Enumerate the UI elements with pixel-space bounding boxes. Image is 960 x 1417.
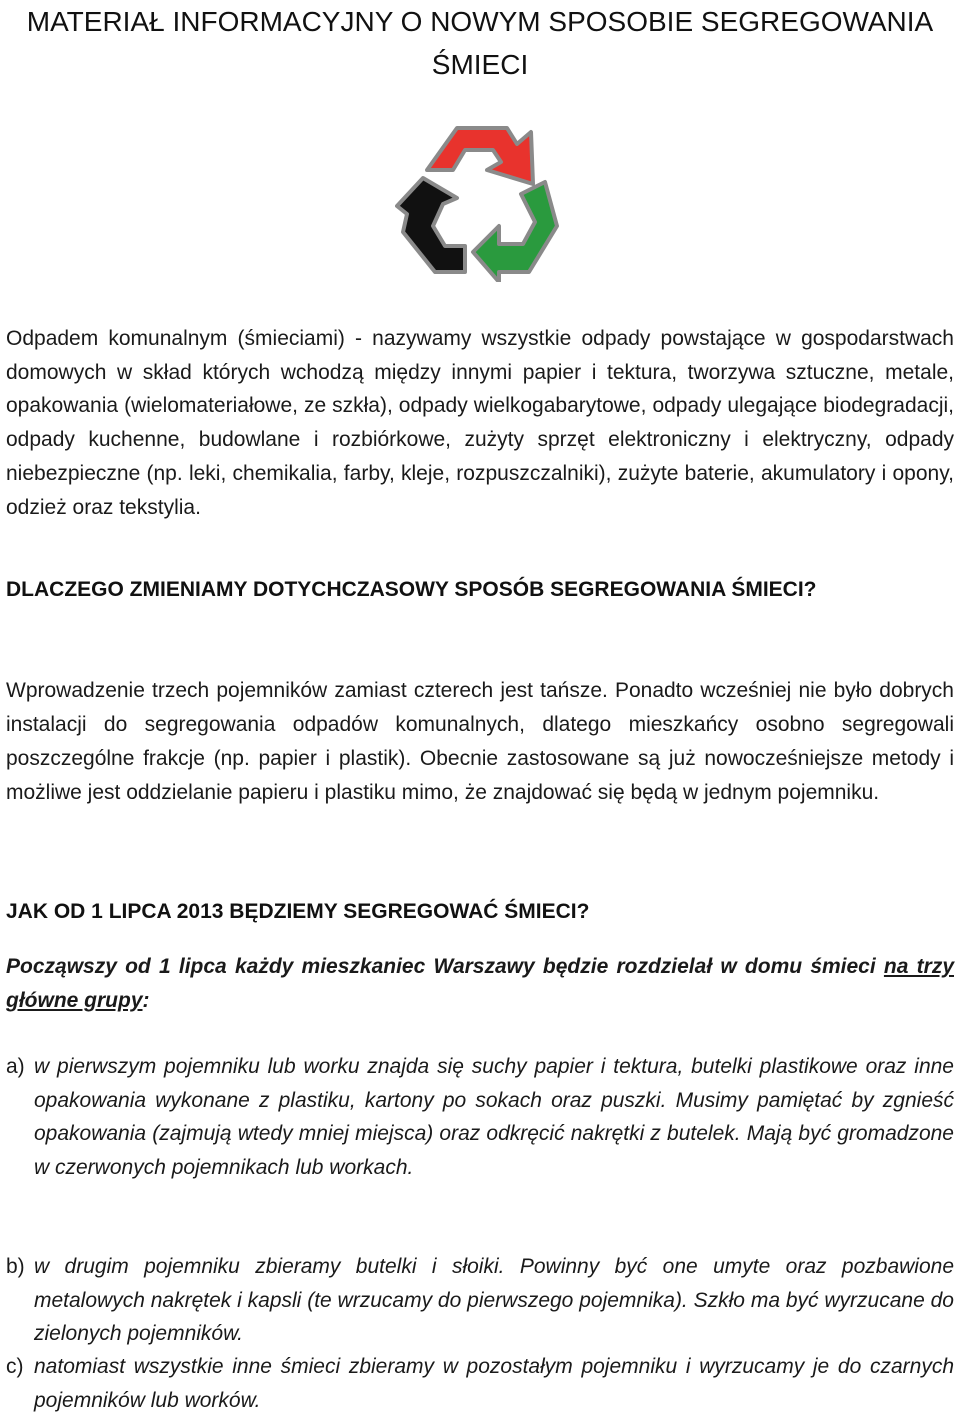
recycle-arrow-left (397, 178, 465, 272)
list-item (6, 1050, 954, 1184)
list-item (6, 1250, 954, 1351)
recycle-arrow-right (473, 182, 557, 282)
document-title: MATERIAŁ INFORMACYJNY O NOWYM SPOSOBIE SEGREGOWANIA ŚMIECI (26, 6, 934, 80)
intro-paragraph: Odpadem komunalnym (śmieciami) - nazywamy wszystkie odpady powstające w gospodarstwach domowych w skład których wchodzą między innymi papier i tektura, tworzywa sztuczne, metale, opakowania (wielomateriałowe, ze szkła), odpady wielkogabarytowe, odpady ulegające biodegradacji, odpady kuchenne, budowlane i rozbiórkowe, zużyty sprzęt elektroniczny i elektryczny, odpady niebezpieczne (np. leki, chemikalia, farby, kleje, rozpuszczalniki), zużyte baterie, akumulatory i opony, odzież oraz tekstylia. (6, 327, 954, 519)
list-marker: c) (6, 1355, 24, 1378)
list-marker: b) (6, 1255, 25, 1278)
list-item-text: w pierwszym pojemniku lub worku znajda się suchy papier i tektura, butelki plastikowe oraz inne opakowania wykonane z plastiku, kartony po sokach oraz puszki. Musimy pamiętać by zgnieść opakowania (zajmują wtedy mniej miejsca) oraz odkręcić nakrętki z butelek. Mają być gromadzone w czerwonych pojemnikach lub workach. (34, 1055, 954, 1179)
lead-end: : (142, 989, 150, 1012)
heading-how: JAK OD 1 LIPCA 2013 BĘDZIEMY SEGREGOWAĆ ŚMIECI? (6, 900, 590, 923)
why-paragraph: Wprowadzenie trzech pojemników zamiast czterech jest tańsze. Ponadto wcześniej nie było dobrych instalacji do segregowania odpadów komunalnych, dlatego mieszkańcy osobno segregowali poszczególne frakcje (np. papier i plastik). Obecnie zastosowane są już nowocześniejsze metody i możliwe jest oddzielanie papieru i plastiku mimo, że znajdować się będą w jednym pojemniku. (6, 679, 954, 804)
recycle-symbol (395, 122, 560, 282)
list-marker: a) (6, 1055, 25, 1078)
lead-paragraph (6, 950, 954, 1018)
recycle-icon (395, 122, 560, 282)
list-item-text: natomiast wszystkie inne śmieci zbieramy w pozostałym pojemniku i wyrzucamy je do czarnych pojemników lub worków. (34, 1355, 954, 1412)
list-item (6, 1350, 954, 1417)
recycle-arrow-top (427, 128, 533, 184)
heading-why: DLACZEGO ZMIENIAMY DOTYCHCZASOWY SPOSÓB SEGREGOWANIA ŚMIECI? (6, 578, 817, 601)
lead-underlined: na trzy główne grupy (6, 955, 954, 1012)
lead-text: Począwszy od 1 lipca każdy mieszkaniec Warszawy będzie rozdzielał w domu śmieci (6, 955, 884, 978)
list-item-text: w drugim pojemniku zbieramy butelki i słoiki. Powinny być one umyte oraz pozbawione metalowych nakrętek i kapsli (te wrzucamy do pierwszego pojemnika). Szkło ma być wyrzucane do zielonych pojemników. (34, 1255, 954, 1345)
